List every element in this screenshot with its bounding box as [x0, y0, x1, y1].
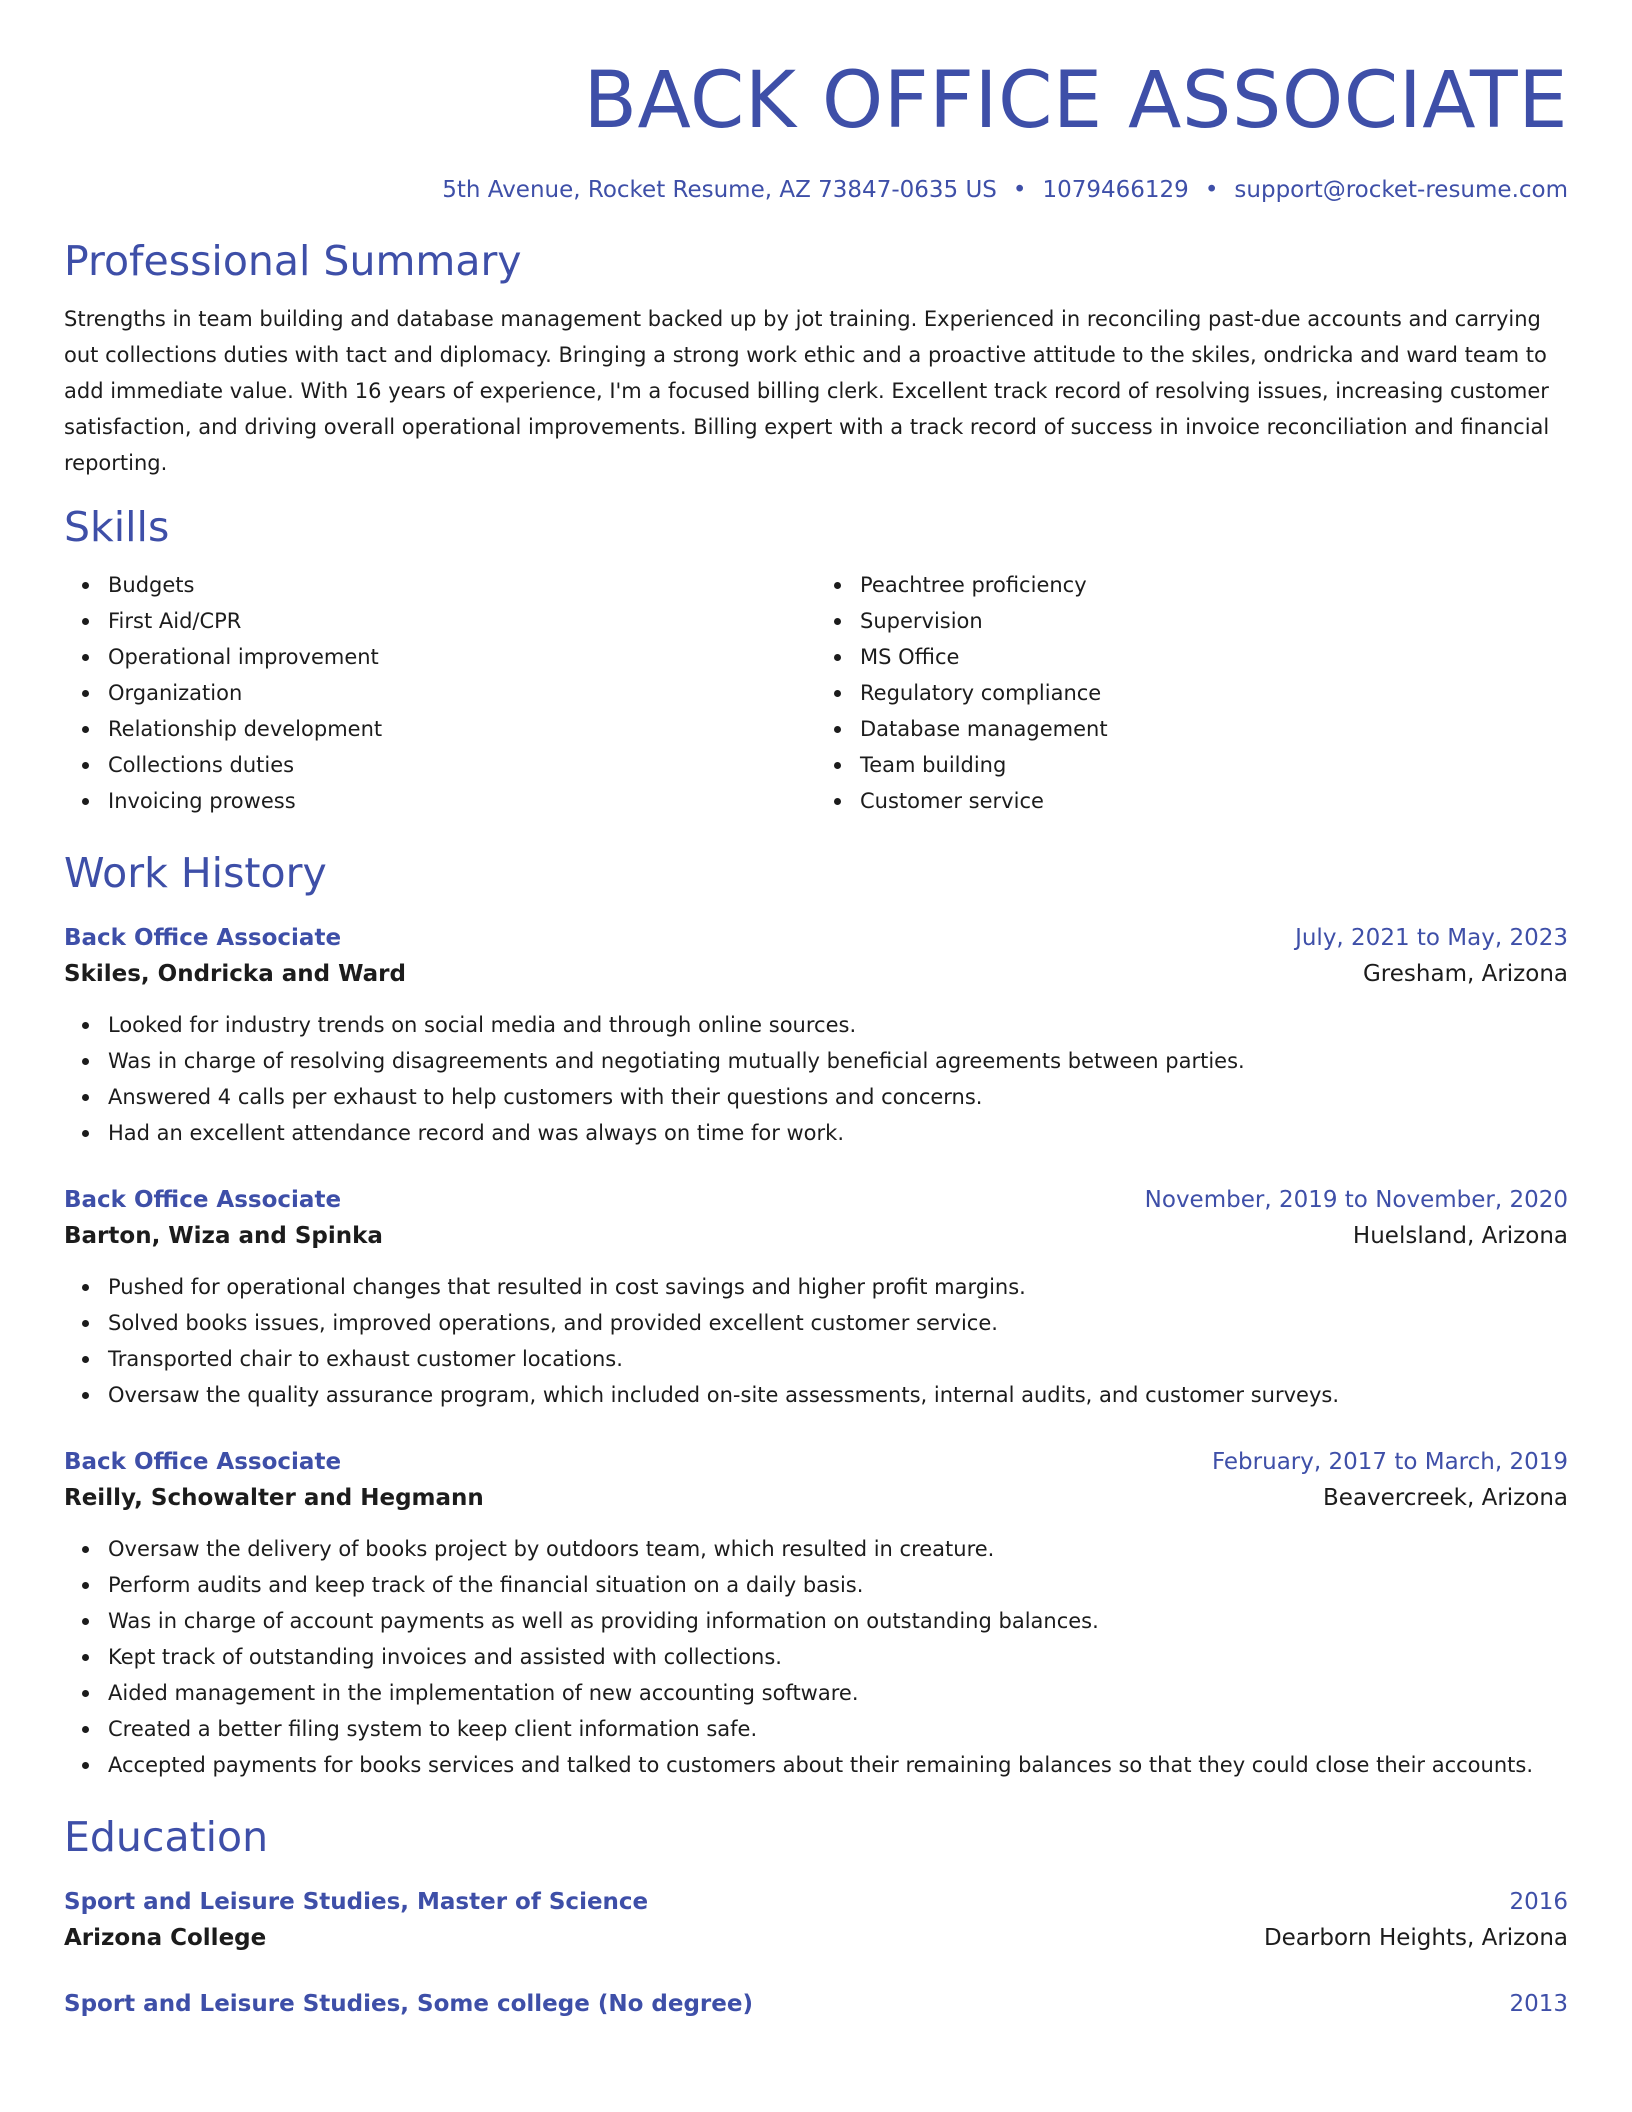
- job-company-row: [64, 955, 1568, 993]
- skill-item: Collections duties: [108, 747, 816, 783]
- education-school-row: [64, 1919, 1568, 1957]
- summary-text: Strengths in team building and database management backed up by jot training. Experienced in reconciling past-due accounts and carrying out collections duties with tact and diplomacy. Bringing a strong work ethic and a proactive attitude to the skiles, ondricka and ward team to add immediate value. With 16 years of experience, I'm a focused billing clerk. Excellent track record of resolving issues, increasing customer satisfaction, and driving overall operational improvements. Billing expert with a track record of success in invoice reconciliation and financial reporting.: [64, 307, 1550, 475]
- skill-item: Organization: [108, 675, 816, 711]
- job-location: Beavercreek, Arizona: [1323, 1485, 1568, 1511]
- contact-email[interactable]: support@rocket-resume.com: [1234, 177, 1568, 203]
- job-location: Gresham, Arizona: [1362, 961, 1568, 987]
- skills-heading: Skills: [64, 503, 170, 551]
- education-header-row: [64, 1885, 1568, 1919]
- skills-list-right: [816, 567, 1568, 819]
- skills-grid: [64, 567, 1568, 819]
- job-bullet: Had an excellent attendance record and was always on time for work.: [108, 1115, 1568, 1151]
- education-header-row: [64, 1987, 1568, 2021]
- work-history-heading: Work History: [64, 849, 327, 897]
- education-degree: Sport and Leisure Studies, Master of Science: [64, 1889, 649, 1915]
- skill-item: Relationship development: [108, 711, 816, 747]
- job-bullet-list: [64, 1531, 1568, 1783]
- skill-item: Regulatory compliance: [860, 675, 1568, 711]
- job-bullet: Oversaw the quality assurance program, which included on-site assessments, internal audits, and customer surveys.: [108, 1377, 1568, 1413]
- skill-item: Supervision: [860, 603, 1568, 639]
- job-bullet: Solved books issues, improved operations, and provided excellent customer service.: [108, 1305, 1568, 1341]
- job-company: Barton, Wiza and Spinka: [64, 1223, 383, 1249]
- job-bullet: Created a better filing system to keep client information safe.: [108, 1711, 1568, 1747]
- job-bullet: Answered 4 calls per exhaust to help customers with their questions and concerns.: [108, 1079, 1568, 1115]
- contact-phone: 1079466129: [1042, 177, 1189, 203]
- job-position: Back Office Associate: [64, 925, 342, 951]
- summary-heading: Professional Summary: [64, 237, 522, 285]
- education-year: 2013: [1509, 1991, 1568, 2017]
- education-location: Dearborn Heights, Arizona: [1263, 1925, 1568, 1951]
- job-bullet: Was in charge of resolving disagreements and negotiating mutually beneficial agreements between parties.: [108, 1043, 1568, 1079]
- job-dates: July, 2021 to May, 2023: [1295, 925, 1568, 951]
- job-position: Back Office Associate: [64, 1187, 342, 1213]
- education-entry: [64, 1885, 1568, 1957]
- job-location: Huelsland, Arizona: [1352, 1223, 1568, 1249]
- job-company: Skiles, Ondricka and Ward: [64, 961, 406, 987]
- job-entry: [64, 921, 1568, 1151]
- job-entry: [64, 1183, 1568, 1413]
- job-bullet: Oversaw the delivery of books project by outdoors team, which resulted in creature.: [108, 1531, 1568, 1567]
- job-header-row: [64, 1445, 1568, 1479]
- contact-separator: •: [1012, 177, 1027, 203]
- skill-item: Budgets: [108, 567, 816, 603]
- job-company-row: [64, 1479, 1568, 1517]
- job-dates: November, 2019 to November, 2020: [1144, 1187, 1568, 1213]
- job-header-row: [64, 921, 1568, 955]
- skill-item: MS Office: [860, 639, 1568, 675]
- education-entry: [64, 1987, 1568, 2021]
- job-company: Reilly, Schowalter and Hegmann: [64, 1485, 484, 1511]
- job-position: Back Office Associate: [64, 1449, 342, 1475]
- job-bullet: Was in charge of account payments as well as providing information on outstanding balances.: [108, 1603, 1568, 1639]
- job-dates: February, 2017 to March, 2019: [1211, 1449, 1568, 1475]
- job-bullet: Pushed for operational changes that resulted in cost savings and higher profit margins.: [108, 1269, 1568, 1305]
- job-bullet: Accepted payments for books services and talked to customers about their remaining balances so that they could close their accounts.: [108, 1747, 1568, 1783]
- job-bullet-list: [64, 1007, 1568, 1151]
- job-header-row: [64, 1183, 1568, 1217]
- contact-line: [64, 175, 1568, 205]
- resume-title: BACK OFFICE ASSOCIATE: [583, 56, 1568, 146]
- education-heading: Education: [64, 1813, 269, 1861]
- job-bullet: Kept track of outstanding invoices and assisted with collections.: [108, 1639, 1568, 1675]
- skill-item: Operational improvement: [108, 639, 816, 675]
- education-school: Arizona College: [64, 1925, 267, 1951]
- job-bullet: Looked for industry trends on social media and through online sources.: [108, 1007, 1568, 1043]
- skills-list-left: [64, 567, 816, 819]
- skill-item: Customer service: [860, 783, 1568, 819]
- skill-item: Database management: [860, 711, 1568, 747]
- skill-item: Invoicing prowess: [108, 783, 816, 819]
- contact-separator: •: [1204, 177, 1219, 203]
- job-bullet-list: [64, 1269, 1568, 1413]
- education-degree: Sport and Leisure Studies, Some college (No degree): [64, 1991, 753, 2017]
- job-bullet: Transported chair to exhaust customer locations.: [108, 1341, 1568, 1377]
- contact-address: 5th Avenue, Rocket Resume, AZ 73847-0635 US: [442, 177, 997, 203]
- job-entry: [64, 1445, 1568, 1783]
- skill-item: Team building: [860, 747, 1568, 783]
- job-bullet: Perform audits and keep track of the financial situation on a daily basis.: [108, 1567, 1568, 1603]
- education-year: 2016: [1509, 1889, 1568, 1915]
- job-bullet: Aided management in the implementation of new accounting software.: [108, 1675, 1568, 1711]
- skill-item: Peachtree proficiency: [860, 567, 1568, 603]
- skill-item: First Aid/CPR: [108, 603, 816, 639]
- job-company-row: [64, 1217, 1568, 1255]
